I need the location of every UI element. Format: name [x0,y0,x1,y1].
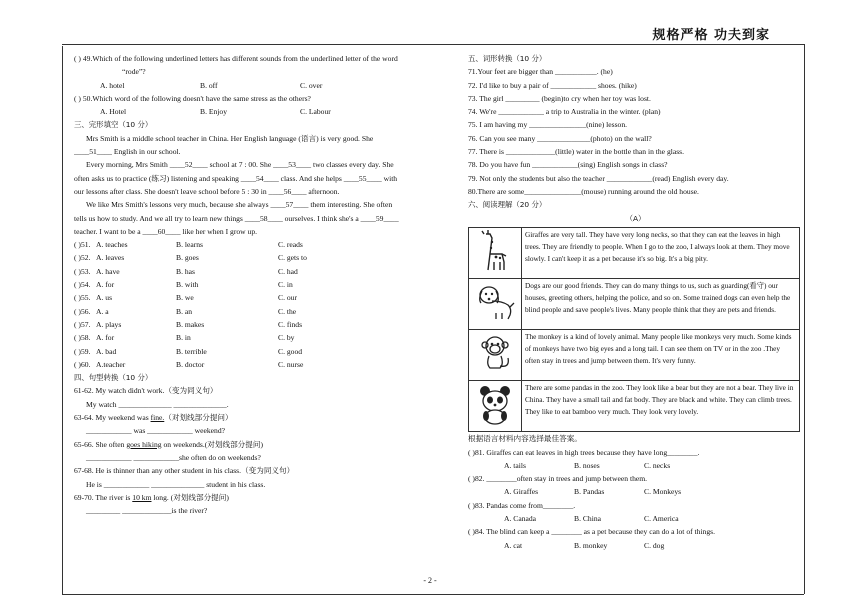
cloze-line-8: teacher. I want to be a ____60____ like her when I grow up. [74,226,258,236]
cloze-item [74,305,454,318]
q63-answer: ____________ was ____________ weekend? [86,426,225,436]
part-a-label: （A） [625,213,646,223]
right-column [468,52,803,552]
section-4-title: 四、句型转换（10 分） [74,373,153,383]
cloze-item [74,358,454,371]
reading-question-options [468,512,803,525]
section-3-title: 三、完形填空（10 分） [74,120,153,130]
q50-option-c: C. Labour [300,107,331,117]
passage-text: Dogs are our good friends. They can do many things to us, such as guarding(看守) our houses, greeting others, helping the police, and so on. Some trained dogs can even help the blind people and save people's lives. Many people think that they are pets and friends. [522,278,800,329]
q69-text: 69-70. The river is 10 km long. (对划线部分提问) [74,492,229,502]
reading-question-options [468,485,803,498]
reading-option: A. Giraffes [504,487,539,497]
reading-question: ( )81. Giraffes can eat leaves in high trees because they have long________. [468,447,700,457]
left-border [62,46,69,594]
cloze-option: B. we [176,293,194,303]
page-header: 规格严格 功夫到家 [652,28,770,43]
cloze-item-number: ( )57. [74,319,91,329]
cloze-item [74,251,454,264]
cloze-options-list [74,238,454,371]
q49-options [74,79,454,92]
cloze-item-number: ( )54. [74,280,91,290]
cloze-option: B. in [176,333,191,343]
cloze-option: A. bad [96,346,117,356]
dog-icon [469,278,522,329]
cloze-item [74,265,454,278]
right-border [804,44,805,594]
q69-underlined: 10 km [132,492,152,502]
cloze-item-number: ( )56. [74,306,91,316]
cloze-item-number: ( )58. [74,333,91,343]
cloze-option: C. gets to [278,253,307,263]
word-form-list [468,65,803,198]
word-form-item: 72. I'd like to buy a pair of ____________ shoes. (hike) [468,80,637,90]
passage-row [469,381,800,432]
passage-row [469,330,800,381]
q69-answer: _________ _____________is the river? [86,506,208,516]
word-form-item: 71.Your feet are bigger than ___________. (he) [468,67,613,77]
q49-word: “rode”? [122,67,146,77]
cloze-item [74,238,454,251]
q49-option-c: C. over [300,80,323,90]
reading-questions [468,446,803,552]
reading-option: A. cat [504,540,523,550]
cloze-option: B. goes [176,253,199,263]
reading-table [468,227,800,432]
q67-answer: He is ____________ ______________ student in his class. [86,479,266,489]
cloze-option: A. us [96,293,113,303]
word-form-item: 77. There is _____________(little) water in the bottle than in the glass. [468,147,685,157]
cloze-option: B. makes [176,319,205,329]
cloze-option: C. nurse [278,359,304,369]
q65-answer: ____________ ____________she often do on weekends? [86,452,261,462]
word-form-item: 78. Do you have fun ____________(sing) English songs in class? [468,160,668,170]
q65-underlined: goes hiking [126,439,162,449]
cloze-item [74,345,454,358]
q50-options [74,105,454,118]
cloze-item-number: ( )60. [74,359,91,369]
cloze-option: C. finds [278,319,303,329]
passage-text: The monkey is a kind of lovely animal. Many people like monkeys very much. Some kinds of monkeys have two big eyes and a long tail. I can see them on TV or in the zoo .They often stay in trees and jump between them. It's very funny. [522,330,800,381]
reading-option: C. Monkeys [644,487,682,497]
giraffe-icon [469,227,522,278]
word-form-item: 74. We're ____________ a trip to Australia in the winter. (plan) [468,107,661,117]
reading-option: B. Pandas [574,487,605,497]
q49-text: ( ) 49.Which of the following underlined letters has different sounds from the underlined letter of the word [74,54,398,63]
cloze-option: B. doctor [176,359,205,369]
q50-option-b: B. Enjoy [200,107,228,117]
cloze-line-7: tells us how to study. And we all try to learn new things ____58____ ourselves. I think she's a ____59____ [74,213,399,223]
cloze-option: C. good [278,346,303,356]
q49-option-a: A. hotel [100,80,125,90]
reading-question: ( )83. Pandas come from________. [468,500,576,510]
left-column [74,52,454,517]
cloze-option: A. for [96,333,115,343]
cloze-option: A.teacher [96,359,126,369]
cloze-item [74,291,454,304]
cloze-option: B. learns [176,240,203,250]
q61-text: 61-62. My watch didn't work.（变为同义句） [74,386,218,396]
cloze-option: A. teaches [96,240,128,250]
word-form-item: 73. The girl _________ (begin)to cry when her toy was lost. [468,93,651,103]
cloze-option: B. terrible [176,346,207,356]
word-form-item: 76. Can you see many ______________(photo) on the wall? [468,133,652,143]
passage-text: Giraffes are very tall. They have very long necks, so that they can eat the leaves in high trees. They are friendly to people. When I go to the zoo, I always look at them. They move slowly. I can't keep it as a pet because it's so big. It's a big pity. [522,227,800,278]
cloze-option: C. in [278,280,293,290]
cloze-option: A. for [96,280,115,290]
q67-text: 67-68. He is thinner than any other student in his class.（变为同义句） [74,466,295,476]
q63-underlined: fine. [150,413,165,423]
q63-text: 63-64. My weekend was fine.（对划线部分提问） [74,413,233,423]
reading-question: ( )84. The blind can keep a ________ as a pet because they can do a lot of things. [468,527,716,537]
reading-question-options [468,459,803,472]
cloze-option: A. a [96,306,109,316]
top-border [62,44,804,45]
passage-text: There are some pandas in the zoo. They look like a bear but they are not a bear. They live in China. They have a small tail and fat body. They are black and white. They can climb trees. They like to eat bamboo very much. They look very lovely. [522,381,800,432]
cloze-option: C. reads [278,240,303,250]
section-5-title: 五、词形转换（10 分） [468,54,547,63]
reading-option: B. monkey [574,540,608,550]
reading-option: C. America [644,514,679,524]
reading-option: C. necks [644,460,671,470]
page-number: - 2 - [423,576,437,585]
cloze-line-4: often asks us to practice (练习) listening and speaking ____54____ class. And she helps ____55____ with [74,173,398,183]
panda-icon [469,381,522,432]
cloze-line-6: We like Mrs Smith's lessons very much, because she always ____57____ them interesting. She often [86,200,393,210]
reading-option: C. dog [644,540,665,550]
cloze-item [74,331,454,344]
q49-option-b: B. off [200,80,218,90]
cloze-line-1: Mrs Smith is a middle school teacher in China. Her English language (语言) is very good. She [86,133,374,143]
reading-question: ( )82. ________often stay in trees and jump between them. [468,474,648,484]
cloze-item-number: ( )53. [74,266,91,276]
cloze-option: A. have [96,266,120,276]
q50-text: ( ) 50.Which word of the following doesn't have the same stress as the others? [74,93,311,103]
cloze-option: A. leaves [96,253,125,263]
cloze-option: C. the [278,306,297,316]
reading-instruction: 根据语言材料内容选择最佳答案。 [468,434,582,444]
reading-option: B. China [574,514,602,524]
reading-option: A. Canada [504,514,537,524]
cloze-line-5: our lessons after class. She doesn't leave school before 5 : 30 in ____56____ afternoon. [74,186,340,196]
q61-answer: My watch ______________ ______________. [86,399,229,409]
cloze-item-number: ( )52. [74,253,91,263]
monkey-icon [469,330,522,381]
q50-option-a: A. Hotel [100,107,127,117]
bottom-border [62,594,804,595]
cloze-option: B. has [176,266,195,276]
cloze-item-number: ( )51. [74,240,91,250]
cloze-line-3: Every morning, Mrs Smith ____52____ school at 7 : 00. She ____53____ two classes every day. She [86,160,394,170]
cloze-item [74,318,454,331]
cloze-item-number: ( )55. [74,293,91,303]
q65-text: 65-66. She often goes hiking on weekends.(对划线部分提问) [74,439,263,449]
cloze-option: C. had [278,266,298,276]
cloze-option: B. an [176,306,193,316]
reading-option: A. tails [504,460,526,470]
passage-row [469,278,800,329]
cloze-item [74,278,454,291]
word-form-item: 79. Not only the students but also the teacher ____________(read) English every day. [468,173,729,183]
cloze-option: A. plays [96,319,122,329]
cloze-option: C. our [278,293,297,303]
cloze-line-2: ____51____ English in our school. [74,147,181,157]
section-6-title: 六、阅读理解（20 分） [468,200,547,210]
cloze-option: B. with [176,280,199,290]
reading-option: B. noses [574,460,600,470]
cloze-item-number: ( )59. [74,346,91,356]
reading-question-options [468,539,803,552]
word-form-item: 80.There are some_______________(mouse) running around the old house. [468,186,699,196]
cloze-option: C. by [278,333,295,343]
word-form-item: 75. I am having my _______________(nine) lesson. [468,120,628,130]
passage-row [469,227,800,278]
